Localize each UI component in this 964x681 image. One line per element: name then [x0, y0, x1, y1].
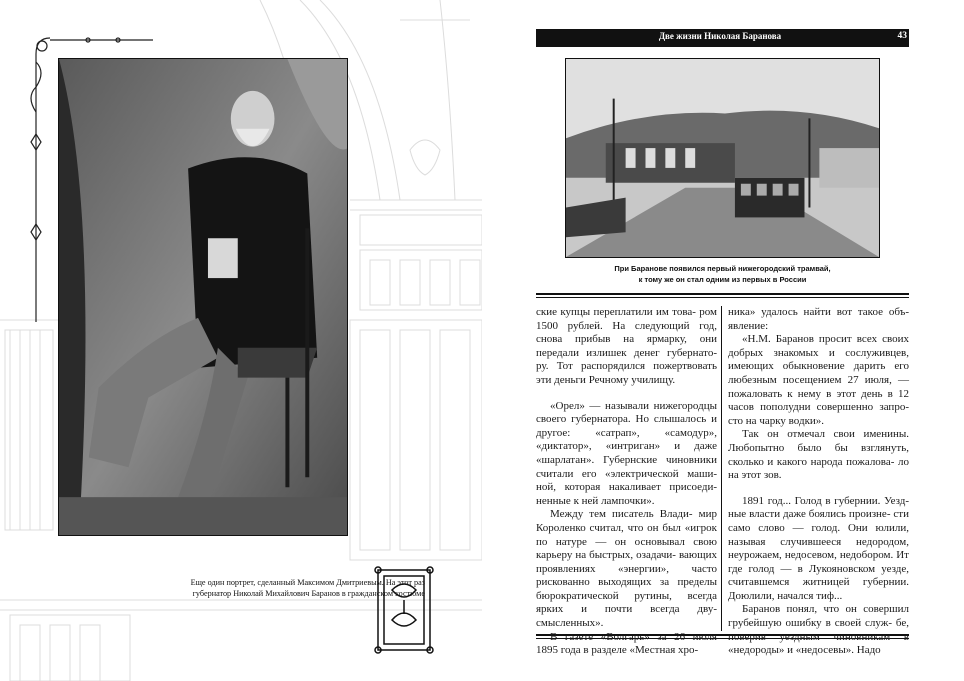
portrait-photo-baranov — [58, 58, 348, 536]
col1-paragraph-3: Между тем писатель Влади- мир Короленко считал, что он был «игрок по натуре — он основывал свою карьеру на быстрых, озадачи- вающих проявлениях «энергии», часто рискованно выходящих за пределы бюрократической рутины, всегда ярких и почти всегда дву- смысленных». — [536, 508, 717, 630]
col1-paragraph-1: ские купцы переплатили им това- ром 1500 рублей. На следующий год, снова прибыв на ярмарку, они передали излишек денег губернато- ру. Тот распорядился пожертвовать эти деньги Речному училищу. — [536, 306, 717, 386]
col1-paragraph-4: В газете «Волгарь» за 26 июля 1895 года в разделе «Местная хро- — [536, 630, 717, 657]
tram-caption-line-1: При Баранове появился первый нижегородский трамвай, — [614, 264, 831, 273]
column-divider — [721, 306, 722, 631]
tram-photo — [565, 58, 880, 258]
col2-paragraph-2: «Н.М. Баранов просит всех своих добрых знакомых и сослуживцев, имеющих обыкновение дарить его любезным посещением 27 июля, — пожаловать к нему в этот день в 12 часов пополудни совершенно запро- сто на чарку водки». — [728, 333, 909, 427]
col2-paragraph-4: 1891 год... Голод в губернии. Уезд- ные власти даже боялись произне- сти само слово — голод. Они юлили, называя случившееся недородом, неурожаем, недосевом, недобором. Ит где голод — в Лукояновском уезде, считавшемся житницей губернии. Доюлили, начался тиф... — [728, 494, 909, 602]
col2-paragraph-1: ника» удалось найти вот такое объ- явление: — [728, 306, 909, 332]
col2-paragraph-5: Баранов понял, что он совершил грубейшую ошибку в своей служ- бе, поверив уездным чиновникам в «недороды» и «недосевы». Надо — [728, 603, 909, 657]
tram-photo-caption — [565, 264, 880, 285]
running-title: Две жизни Николая Баранова — [658, 31, 782, 41]
top-section-rule — [536, 293, 909, 298]
portrait-caption-line-2: губернатор Николай Михайлович Баранов в гражданском костюме — [192, 589, 425, 598]
text-column-1 — [536, 306, 717, 658]
tram-caption-line-2: к тому же он стал одним из первых в России — [638, 274, 807, 284]
portrait-caption-line-1: Еще один портрет, сделанный Максимом Дмитриевым. На этот раз — [190, 578, 425, 587]
col1-paragraph-2: «Орел» — называли нижегородцы своего губернатора. Но слышалось и другое: «сатрап», «самодур», «диктатор», «интриган» и даже «шарлатан». Губернские чиновники считали его «электрической маши- ной, которая накаливает присоеди- ненные к ней лампочки». — [536, 399, 717, 507]
text-column-2 — [728, 306, 909, 658]
page-number: 43 — [897, 31, 907, 41]
ornamental-plaque — [372, 560, 436, 660]
col2-paragraph-3: Так он отмечал свои именины. Любопытно было бы взглянуть, сколько и какого народа пожалова- ло на этот зов. — [728, 428, 909, 482]
